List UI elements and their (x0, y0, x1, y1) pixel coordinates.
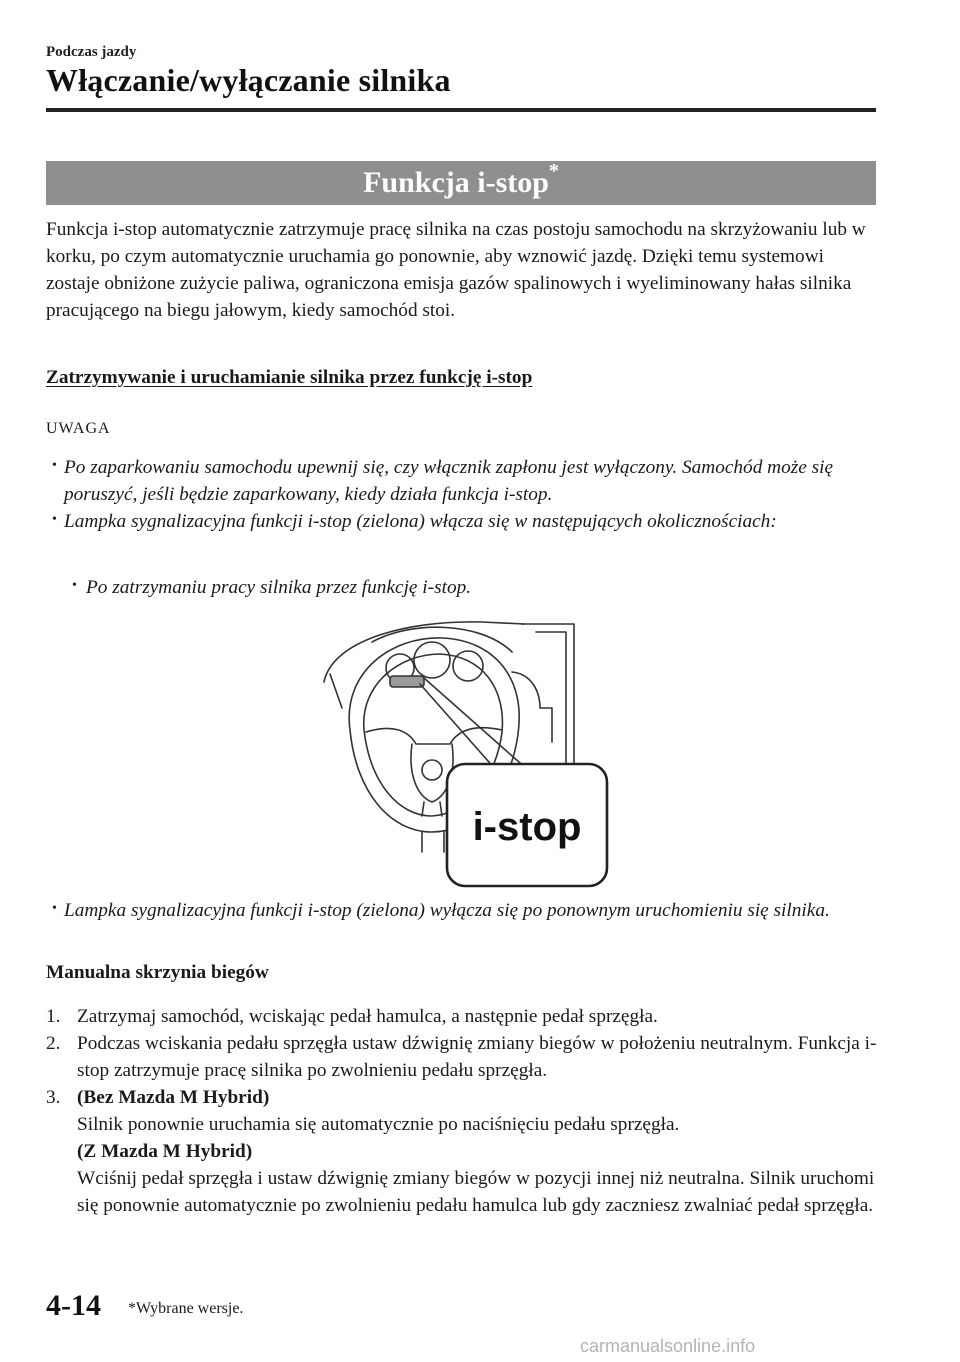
note-item: Lampka sygnalizacyjna funkcji i-stop (zielona) włącza się w następujących okolicznościach: (64, 511, 777, 532)
i-stop-label: i-stop (472, 805, 582, 849)
step-number: 3. (46, 1087, 61, 1108)
variant-label: (Bez Mazda M Hybrid) (77, 1087, 270, 1108)
note-label: UWAGA (46, 420, 111, 437)
intro-paragraph: Funkcja i-stop automatycznie zatrzymuje pracę silnika na czas postoju samochodu na skrzyżowaniu lub w korku, po czym automatycznie uruchamia go ponownie, aby wznowić jazdę. Dzięki temu systemowi zostaje obniżone zużycie paliwa, ograniczona emisja gazów spalinowych i wyeliminowany hałas silnika pracującego na biegu jałowym, kiedy samochód stoi. (46, 219, 866, 321)
steering-wheel-illustration (312, 612, 612, 890)
step-number: 1. (46, 1006, 61, 1027)
banner-asterisk: * (548, 159, 559, 182)
step-item (46, 1003, 886, 1030)
bullet-icon: • (52, 458, 57, 473)
bullet-icon: • (52, 512, 57, 527)
step-text: Silnik ponownie uruchamia się automatycznie po naciśnięciu pedału sprzęgła. (77, 1114, 680, 1135)
chapter-title: Włączanie/wyłączanie silnika (46, 62, 451, 98)
step-item (46, 1030, 886, 1084)
step-text: Wciśnij pedał sprzęgła i ustaw dźwignię zmiany biegów w pozycji innej niż neutralna. Silnik uruchomi się ponownie automatycznie po zwolnieniu pedału hamulca lub gdy zaczniesz zwalniać pedał sprzęgła. (77, 1168, 875, 1216)
note-item: Po zaparkowaniu samochodu upewnij się, czy włącznik zapłonu jest wyłączony. Samochód może się poruszyć, jeśli będzie zaparkowany, kiedy działa funkcja i-stop. (64, 457, 834, 505)
step-text: Zatrzymaj samochód, wciskając pedał hamulca, a następnie pedał sprzęgła. (77, 1006, 658, 1027)
step-text: Podczas wciskania pedału sprzęgła ustaw dźwignię zmiany biegów w położeniu neutralnym. Funkcja i-stop zatrzymuje pracę silnika po zwolnieniu pedału sprzęgła. (77, 1033, 877, 1081)
section-banner (46, 161, 876, 205)
dashboard-illustration (312, 612, 612, 890)
footnote: *Wybrane wersje. (128, 1300, 244, 1317)
subheading: Zatrzymywanie i uruchamianie silnika przez funkcję i-stop (46, 367, 533, 388)
title-divider (46, 108, 876, 112)
banner-title: Funkcja i-stop (363, 166, 549, 199)
page-number: 4-14 (46, 1289, 101, 1322)
bullet-icon: • (52, 901, 57, 916)
note-item: Lampka sygnalizacyjna funkcji i-stop (zielona) wyłącza się po ponownym uruchomieniu się silnika. (64, 900, 830, 921)
step-number: 2. (46, 1033, 61, 1054)
step-item (46, 1084, 886, 1219)
watermark: carmanualsonline.info (580, 1336, 756, 1356)
note-subitem: Po zatrzymaniu pracy silnika przez funkcję i-stop. (86, 577, 472, 598)
manual-gearbox-heading: Manualna skrzynia biegów (46, 962, 269, 983)
step-body (77, 1084, 886, 1219)
bullet-icon: • (72, 578, 77, 593)
variant-label: (Z Mazda M Hybrid) (77, 1141, 253, 1162)
section-label: Podczas jazdy (46, 44, 137, 60)
